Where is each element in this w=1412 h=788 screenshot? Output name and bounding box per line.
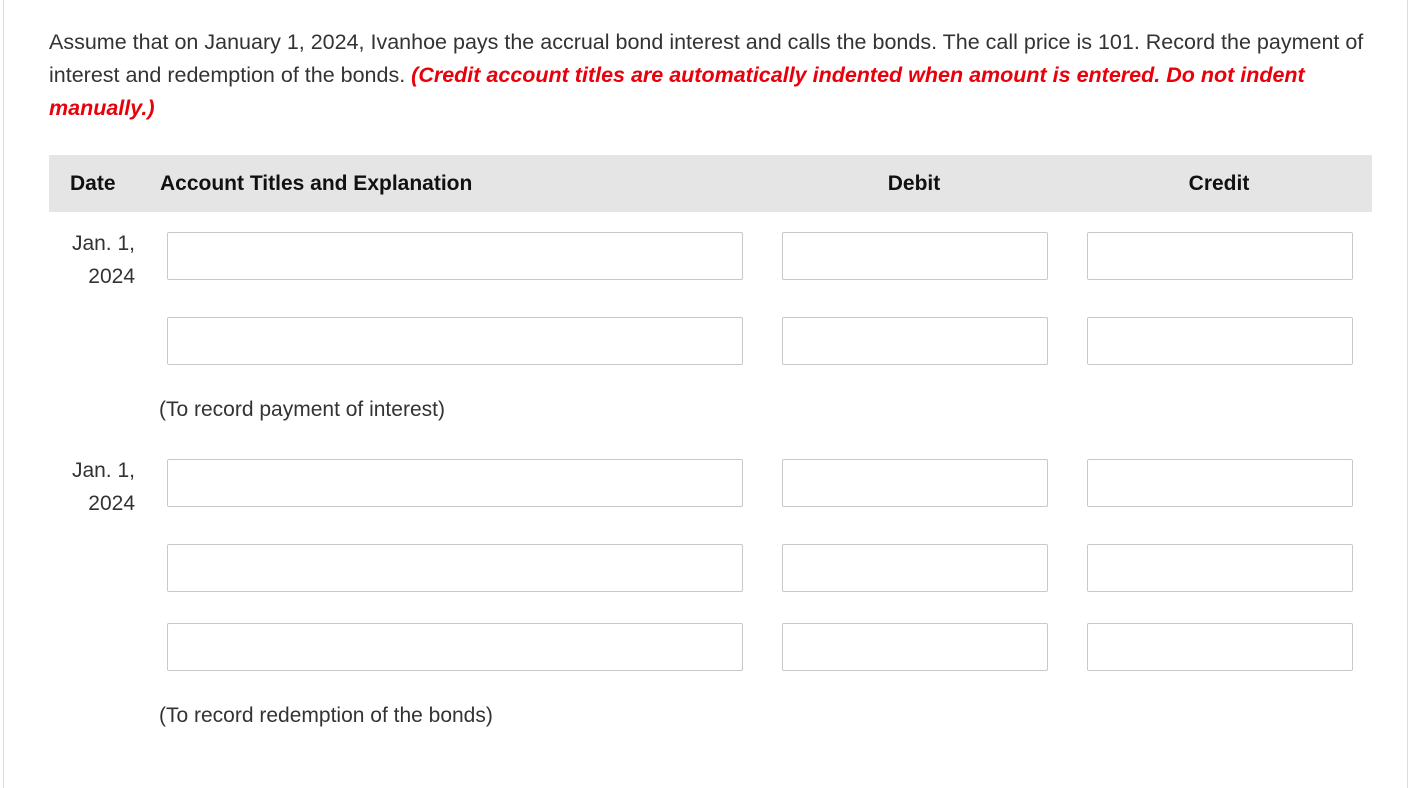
entry-1-explanation: (To record payment of interest) (159, 398, 445, 421)
entry-2-row-3-debit-input[interactable] (782, 623, 1048, 671)
journal-table-header (49, 155, 1372, 212)
entry-2-row-3-credit-input[interactable] (1087, 623, 1353, 671)
entry-1-date (55, 227, 135, 293)
entry-2-row-1-debit-input[interactable] (782, 459, 1048, 507)
entry-2-row-1-credit-input[interactable] (1087, 459, 1353, 507)
entry-1-row-2-debit-input[interactable] (782, 317, 1048, 365)
header-debit: Debit (887, 172, 941, 195)
entry-2-date (55, 454, 135, 520)
indent-note: (Credit account titles are automatically indented when amount is entered. Do not indent manually.) (49, 63, 1305, 120)
question-text (49, 26, 1374, 125)
entry-2-row-2-account-input[interactable] (167, 544, 743, 592)
header-date: Date (70, 172, 116, 195)
header-credit: Credit (1188, 172, 1250, 195)
entry-1-row-1-debit-input[interactable] (782, 232, 1048, 280)
entry-2-row-2-credit-input[interactable] (1087, 544, 1353, 592)
entry-2-explanation: (To record redemption of the bonds) (159, 704, 493, 727)
question-body: Assume that on January 1, 2024, Ivanhoe pays the accrual bond interest and calls the bonds. The call price is 101. Record the payment of interest and redemption of the bonds. (49, 30, 1364, 87)
entry-1-date-line2: 2024 (88, 265, 135, 288)
entry-2-row-1-account-input[interactable] (167, 459, 743, 507)
entry-1-row-2-account-input[interactable] (167, 317, 743, 365)
entry-2-row-3-account-input[interactable] (167, 623, 743, 671)
header-account-titles: Account Titles and Explanation (160, 172, 473, 195)
entry-1-date-line1: Jan. 1, (71, 232, 135, 255)
entry-2-date-line1: Jan. 1, (71, 459, 135, 482)
entry-2-row-2-debit-input[interactable] (782, 544, 1048, 592)
entry-1-row-1-account-input[interactable] (167, 232, 743, 280)
entry-1-row-1-credit-input[interactable] (1087, 232, 1353, 280)
entry-2-date-line2: 2024 (88, 492, 135, 515)
entry-1-row-2-credit-input[interactable] (1087, 317, 1353, 365)
